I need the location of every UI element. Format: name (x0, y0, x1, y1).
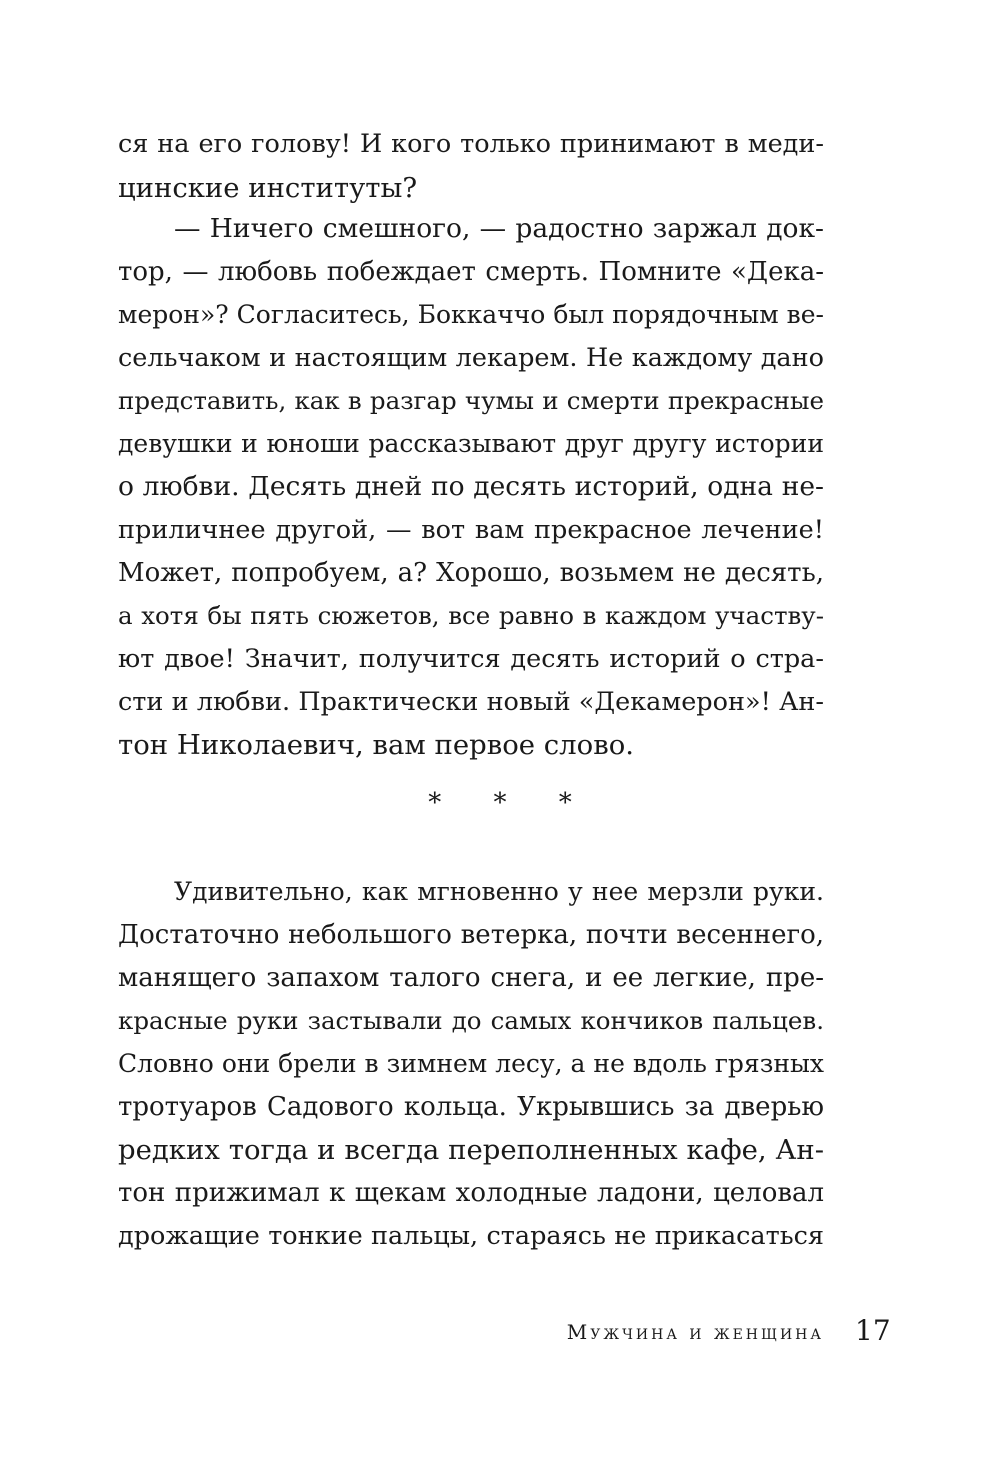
page-number: 17 (855, 1314, 891, 1347)
text-line: красные руки застывали до самых кончиков пальцев. (118, 1006, 824, 1035)
text-line: Удивительно, как мгновенно у нее мерзли руки. (174, 877, 824, 906)
text-line: о любви. Десять дней по десять историй, одна не- (118, 471, 824, 502)
text-line: а хотя бы пять сюжетов, все равно в каждом участву- (118, 601, 824, 630)
text-line: мерон»? Согласитесь, Боккаччо был порядочным ве- (118, 300, 824, 329)
section-divider: * * * (428, 788, 594, 818)
text-line: Словно они брели в зимнем лесу, а не вдоль грязных (118, 1049, 824, 1078)
running-footer-title: Мужчина и женщина (566, 1320, 824, 1344)
text-line: Может, попробуем, а? Хорошо, возьмем не десять, (118, 558, 824, 588)
text-line: цинские институты? (118, 172, 418, 204)
text-line: приличнее другой, — вот вам прекрасное лечение! (118, 515, 824, 545)
text-line: сельчаком и настоящим лекарем. Не каждому дано (118, 343, 824, 373)
text-line: редких тогда и всегда переполненных кафе, Ан- (118, 1134, 824, 1166)
text-line: тор, — любовь побеждает смерть. Помните «Дека- (118, 257, 824, 287)
text-line: ют двое! Значит, получится десять историй о стра- (118, 644, 824, 674)
text-line: девушки и юноши рассказывают друг другу истории (118, 429, 824, 458)
text-line: представить, как в разгар чумы и смерти прекрасные (118, 386, 824, 415)
text-line: дрожащие тонкие пальцы, стараясь не прикасаться (118, 1221, 824, 1251)
text-line: Достаточно небольшого ветерка, почти весеннего, (118, 920, 824, 950)
text-line: — Ничего смешного, — радостно заржал док- (174, 213, 824, 244)
text-line: тротуаров Садового кольца. Укрывшись за дверью (118, 1092, 824, 1122)
text-line: тон Николаевич, вам первое слово. (118, 729, 634, 761)
text-line: ся на его голову! И кого только принимают в меди- (118, 129, 824, 159)
text-line: тон прижимал к щекам холодные ладони, целовал (118, 1178, 824, 1208)
text-line: манящего запахом талого снега, и ее легкие, пре- (118, 963, 824, 993)
text-line: сти и любви. Практически новый «Декамерон»! Ан- (118, 687, 824, 717)
